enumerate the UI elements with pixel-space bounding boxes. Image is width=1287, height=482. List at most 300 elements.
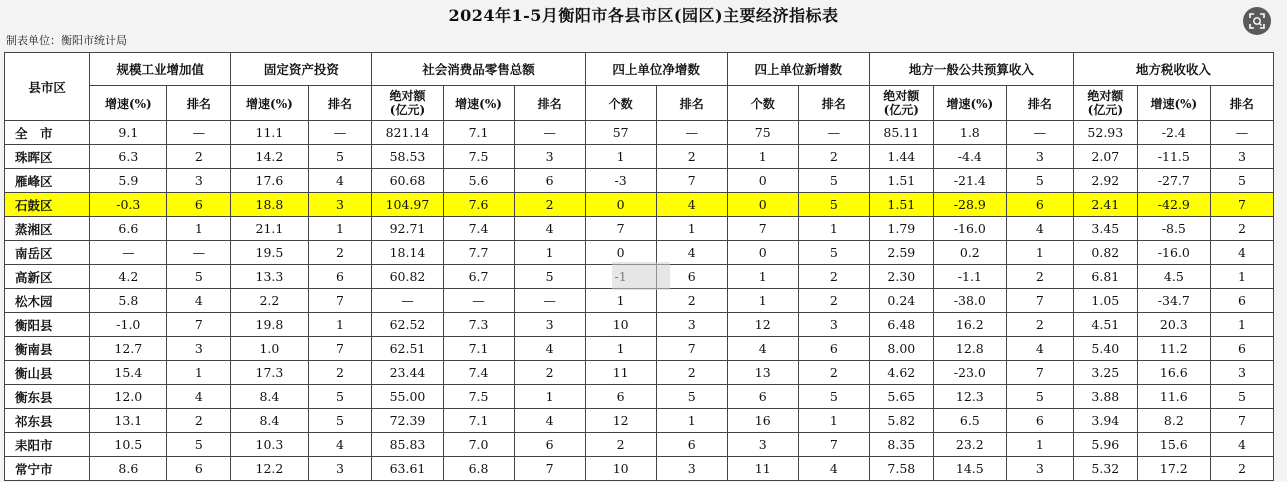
header-sub: 排名 xyxy=(798,86,869,121)
table-cell: 18.14 xyxy=(372,241,443,265)
table-cell: -23.0 xyxy=(933,361,1006,385)
table-cell: 19.8 xyxy=(231,313,308,337)
table-row xyxy=(5,361,1274,385)
region-name: 常宁市 xyxy=(5,457,90,481)
table-cell: 2 xyxy=(308,361,372,385)
table-row xyxy=(5,121,1274,145)
table-row xyxy=(5,337,1274,361)
table-cell: 1 xyxy=(727,145,798,169)
table-cell: 85.11 xyxy=(869,121,933,145)
region-name: 雁峰区 xyxy=(5,169,90,193)
table-cell: 5 xyxy=(1210,169,1273,193)
header-sub: 增速(%) xyxy=(231,86,308,121)
table-cell: 7.4 xyxy=(443,361,514,385)
table-cell: 2.41 xyxy=(1073,193,1137,217)
table-cell: 5 xyxy=(1006,385,1073,409)
table-cell: 2 xyxy=(308,241,372,265)
table-cell: 6 xyxy=(656,265,727,289)
table-row xyxy=(5,313,1274,337)
table-cell: 7.1 xyxy=(443,121,514,145)
header-sub-row xyxy=(5,86,1274,121)
table-cell: 2 xyxy=(167,145,231,169)
table-cell: 10 xyxy=(585,457,656,481)
unit-label: 制表单位：衡阳市统计局 xyxy=(6,34,127,47)
table-cell: 4 xyxy=(514,337,585,361)
table-cell: 3.25 xyxy=(1073,361,1137,385)
table-cell: 4 xyxy=(514,409,585,433)
table-cell: 5 xyxy=(798,193,869,217)
table-cell: 3 xyxy=(798,313,869,337)
table-cell: — xyxy=(90,241,167,265)
table-cell: 4.2 xyxy=(90,265,167,289)
table-cell: 3 xyxy=(514,313,585,337)
table-cell: 2 xyxy=(1006,313,1073,337)
table-cell: 5 xyxy=(308,145,372,169)
table-cell: 4 xyxy=(1006,217,1073,241)
table-cell: 19.5 xyxy=(231,241,308,265)
table-cell: 5.82 xyxy=(869,409,933,433)
header-group: 四上单位新增数 xyxy=(727,53,869,86)
table-cell: 60.68 xyxy=(372,169,443,193)
table-cell: 0 xyxy=(585,193,656,217)
table-cell: — xyxy=(514,121,585,145)
table-cell: 92.71 xyxy=(372,217,443,241)
table-cell: 1 xyxy=(727,265,798,289)
region-name: 祁东县 xyxy=(5,409,90,433)
table-row xyxy=(5,145,1274,169)
table-cell: 11.6 xyxy=(1137,385,1210,409)
table-cell: 6 xyxy=(167,193,231,217)
table-cell: 0.2 xyxy=(933,241,1006,265)
table-cell: 4.5 xyxy=(1137,265,1210,289)
region-name: 石鼓区 xyxy=(5,193,90,217)
zoom-icon xyxy=(1249,13,1265,29)
region-name: 全 市 xyxy=(5,121,90,145)
table-cell: 5 xyxy=(1006,169,1073,193)
table-cell: 1.79 xyxy=(869,217,933,241)
table-cell: 1 xyxy=(585,145,656,169)
table-cell: 2 xyxy=(656,289,727,313)
table-cell: 1 xyxy=(167,361,231,385)
header-group: 四上单位净增数 xyxy=(585,53,727,86)
table-cell: 1.51 xyxy=(869,193,933,217)
table-cell: 8.4 xyxy=(231,409,308,433)
table-cell: 7 xyxy=(727,217,798,241)
table-cell: 5.9 xyxy=(90,169,167,193)
header-sub: 增速(%) xyxy=(1137,86,1210,121)
table-cell: 2 xyxy=(167,409,231,433)
table-cell: 5 xyxy=(798,385,869,409)
table-cell: 21.1 xyxy=(231,217,308,241)
table-cell: 0 xyxy=(727,241,798,265)
header-sub: 排名 xyxy=(167,86,231,121)
table-cell: 0.24 xyxy=(869,289,933,313)
table-cell: 1 xyxy=(1006,241,1073,265)
table-cell: 4 xyxy=(656,241,727,265)
table-cell: 6 xyxy=(1210,337,1273,361)
table-row xyxy=(5,433,1274,457)
table-cell: 2 xyxy=(798,145,869,169)
table-cell: 5.96 xyxy=(1073,433,1137,457)
table-cell: 2.2 xyxy=(231,289,308,313)
header-sub: 排名 xyxy=(308,86,372,121)
table-cell: 7.5 xyxy=(443,385,514,409)
table-cell: 8.35 xyxy=(869,433,933,457)
table-cell: — xyxy=(798,121,869,145)
table-cell: 1.0 xyxy=(231,337,308,361)
table-cell: 6 xyxy=(514,433,585,457)
header-sub: 排名 xyxy=(1210,86,1273,121)
table-cell: 2.07 xyxy=(1073,145,1137,169)
table-cell: 1 xyxy=(585,337,656,361)
header-region: 县市区 xyxy=(5,53,90,121)
region-name: 高新区 xyxy=(5,265,90,289)
region-name: 珠晖区 xyxy=(5,145,90,169)
table-cell: 4 xyxy=(798,457,869,481)
table-row xyxy=(5,289,1274,313)
table-cell: 5.65 xyxy=(869,385,933,409)
table-cell: 7.7 xyxy=(443,241,514,265)
table-cell: 6.7 xyxy=(443,265,514,289)
table-cell: 6 xyxy=(1006,193,1073,217)
table-cell: 2.30 xyxy=(869,265,933,289)
table-cell: 8.00 xyxy=(869,337,933,361)
table-cell: 0.82 xyxy=(1073,241,1137,265)
table-cell: 12.8 xyxy=(933,337,1006,361)
table-cell: 6.5 xyxy=(933,409,1006,433)
table-cell: 2 xyxy=(798,361,869,385)
table-body xyxy=(5,121,1274,481)
table-cell: 1 xyxy=(727,289,798,313)
table-cell: 7.5 xyxy=(443,145,514,169)
table-cell: 7 xyxy=(798,433,869,457)
table-row xyxy=(5,193,1274,217)
table-cell: 3 xyxy=(308,193,372,217)
table-cell: 85.83 xyxy=(372,433,443,457)
table-cell: 7.1 xyxy=(443,409,514,433)
header-group-row xyxy=(5,53,1274,86)
table-cell: 8.4 xyxy=(231,385,308,409)
header-sub: 排名 xyxy=(514,86,585,121)
table-header xyxy=(5,53,1274,121)
table-cell: 55.00 xyxy=(372,385,443,409)
region-name: 衡南县 xyxy=(5,337,90,361)
table-cell: 6 xyxy=(656,433,727,457)
table-cell: 1.44 xyxy=(869,145,933,169)
table-cell: 7.0 xyxy=(443,433,514,457)
table-cell: 10.3 xyxy=(231,433,308,457)
table-cell: 4 xyxy=(656,193,727,217)
table-cell: 6.48 xyxy=(869,313,933,337)
table-cell: 57 xyxy=(585,121,656,145)
table-cell: 7.3 xyxy=(443,313,514,337)
table-cell: 6.3 xyxy=(90,145,167,169)
header-sub: 个数 xyxy=(585,86,656,121)
table-cell: 75 xyxy=(727,121,798,145)
table-cell: — xyxy=(514,289,585,313)
table-cell: 17.6 xyxy=(231,169,308,193)
region-name: 松木园 xyxy=(5,289,90,313)
header-group: 地方一般公共预算收入 xyxy=(869,53,1073,86)
table-cell: — xyxy=(308,121,372,145)
table-cell: 6 xyxy=(798,337,869,361)
table-cell: 60.82 xyxy=(372,265,443,289)
table-cell: 7 xyxy=(656,337,727,361)
table-cell: 6 xyxy=(585,385,656,409)
table-cell: 16.2 xyxy=(933,313,1006,337)
table-cell: -16.0 xyxy=(933,217,1006,241)
table-cell: 4.62 xyxy=(869,361,933,385)
table-cell: -4.4 xyxy=(933,145,1006,169)
table-cell: 3.88 xyxy=(1073,385,1137,409)
table-cell: 1 xyxy=(308,313,372,337)
region-name: 耒阳市 xyxy=(5,433,90,457)
header-group: 规模工业增加值 xyxy=(90,53,231,86)
table-cell: -16.0 xyxy=(1137,241,1210,265)
table-cell: 5 xyxy=(308,385,372,409)
table-cell: 5 xyxy=(167,433,231,457)
table-cell: -27.7 xyxy=(1137,169,1210,193)
header-sub: 排名 xyxy=(1006,86,1073,121)
table-row xyxy=(5,169,1274,193)
table-cell: 3.94 xyxy=(1073,409,1137,433)
table-cell: 0 xyxy=(727,193,798,217)
table-cell: 4 xyxy=(514,217,585,241)
table-cell: 7 xyxy=(1210,409,1273,433)
table-cell: 6.81 xyxy=(1073,265,1137,289)
table-cell: 8.2 xyxy=(1137,409,1210,433)
region-name: 南岳区 xyxy=(5,241,90,265)
table-cell: 1 xyxy=(167,217,231,241)
page-title: 2024年1-5月衡阳市各县市区(园区)主要经济指标表 xyxy=(448,6,839,25)
table-cell: 2 xyxy=(1006,265,1073,289)
table-cell: 1.51 xyxy=(869,169,933,193)
table-cell: 4 xyxy=(308,433,372,457)
table-cell: 20.3 xyxy=(1137,313,1210,337)
table-cell: 12.2 xyxy=(231,457,308,481)
table-cell: -3 xyxy=(585,169,656,193)
table-cell: — xyxy=(1210,121,1273,145)
table-cell: 9.1 xyxy=(90,121,167,145)
table-cell: 62.52 xyxy=(372,313,443,337)
table-cell: 6 xyxy=(1210,289,1273,313)
table-cell: 4 xyxy=(727,337,798,361)
table-cell: 2 xyxy=(656,361,727,385)
table-cell: 13 xyxy=(727,361,798,385)
table-cell: 5 xyxy=(656,385,727,409)
table-cell: 11.1 xyxy=(231,121,308,145)
table-cell: 12.7 xyxy=(90,337,167,361)
table-cell: 12 xyxy=(727,313,798,337)
header-group: 地方税收收入 xyxy=(1073,53,1273,86)
table-cell: 4 xyxy=(167,385,231,409)
table-cell: 821.14 xyxy=(372,121,443,145)
table-cell: 7 xyxy=(1210,193,1273,217)
table-cell: 15.4 xyxy=(90,361,167,385)
table-cell: — xyxy=(167,121,231,145)
table-cell: 13.3 xyxy=(231,265,308,289)
table-cell: 2 xyxy=(1210,217,1273,241)
table-cell: 62.51 xyxy=(372,337,443,361)
table-cell: 3 xyxy=(727,433,798,457)
table-cell: 5 xyxy=(514,265,585,289)
table-cell: 4 xyxy=(1006,337,1073,361)
table-row xyxy=(5,385,1274,409)
table-cell: 14.5 xyxy=(933,457,1006,481)
table-cell: 5.6 xyxy=(443,169,514,193)
table-cell: 23.2 xyxy=(933,433,1006,457)
table-cell: 5.32 xyxy=(1073,457,1137,481)
table-cell: 7 xyxy=(1006,361,1073,385)
header-sub: 排名 xyxy=(656,86,727,121)
table-cell: 5 xyxy=(308,409,372,433)
table-cell: 5.8 xyxy=(90,289,167,313)
header-sub: 增速(%) xyxy=(90,86,167,121)
table-cell: 10 xyxy=(585,313,656,337)
table-cell: 1 xyxy=(514,241,585,265)
table-cell: 3 xyxy=(1006,145,1073,169)
table-cell: 4.51 xyxy=(1073,313,1137,337)
table-cell: 2 xyxy=(1210,457,1273,481)
table-cell: 1 xyxy=(656,217,727,241)
table-cell: 16.6 xyxy=(1137,361,1210,385)
table-cell: — xyxy=(656,121,727,145)
table-cell: 6 xyxy=(167,457,231,481)
table-cell: 4 xyxy=(308,169,372,193)
table-cell: 16 xyxy=(727,409,798,433)
table-cell: 13.1 xyxy=(90,409,167,433)
table-cell: 2 xyxy=(514,193,585,217)
table-cell: 7.58 xyxy=(869,457,933,481)
table-cell: 2 xyxy=(514,361,585,385)
table-cell: 7 xyxy=(308,289,372,313)
table-cell: 5 xyxy=(798,169,869,193)
region-name: 衡东县 xyxy=(5,385,90,409)
table-cell: 5.40 xyxy=(1073,337,1137,361)
table-cell: 11.2 xyxy=(1137,337,1210,361)
table-cell: 11 xyxy=(585,361,656,385)
image-smudge xyxy=(612,262,670,290)
table-cell: 12.3 xyxy=(933,385,1006,409)
table-cell: 17.2 xyxy=(1137,457,1210,481)
table-cell: -11.5 xyxy=(1137,145,1210,169)
table-cell: 58.53 xyxy=(372,145,443,169)
table-cell: -0.3 xyxy=(90,193,167,217)
table-cell: 6 xyxy=(308,265,372,289)
table-cell: -21.4 xyxy=(933,169,1006,193)
table-cell: 3 xyxy=(308,457,372,481)
table-cell: -34.7 xyxy=(1137,289,1210,313)
header-group: 固定资产投资 xyxy=(231,53,372,86)
table-cell: 4 xyxy=(167,289,231,313)
table-cell: 5 xyxy=(1210,385,1273,409)
table-cell: 6.8 xyxy=(443,457,514,481)
table-cell: 7 xyxy=(514,457,585,481)
table-cell: 3 xyxy=(1006,457,1073,481)
table-cell: 7 xyxy=(656,169,727,193)
table-cell: 7.1 xyxy=(443,337,514,361)
table-cell: 104.97 xyxy=(372,193,443,217)
table-cell: 2 xyxy=(656,145,727,169)
table-cell: 5 xyxy=(798,241,869,265)
table-cell: 3 xyxy=(514,145,585,169)
table-cell: 1 xyxy=(1210,313,1273,337)
table-cell: 7 xyxy=(1006,289,1073,313)
table-cell: -28.9 xyxy=(933,193,1006,217)
table-cell: — xyxy=(167,241,231,265)
table-cell: 3 xyxy=(167,337,231,361)
table-cell: 5 xyxy=(167,265,231,289)
table-cell: 3 xyxy=(167,169,231,193)
table-row xyxy=(5,217,1274,241)
table-cell: 2 xyxy=(798,289,869,313)
header-sub: 绝对额 (亿元) xyxy=(1073,86,1137,121)
table-cell: 52.93 xyxy=(1073,121,1137,145)
table-cell: 3 xyxy=(656,313,727,337)
table-cell: 23.44 xyxy=(372,361,443,385)
table-cell: 1.05 xyxy=(1073,289,1137,313)
table-cell: 17.3 xyxy=(231,361,308,385)
table-cell: 1 xyxy=(514,385,585,409)
header-sub: 绝对额 (亿元) xyxy=(869,86,933,121)
table-cell: -38.0 xyxy=(933,289,1006,313)
table-cell: 3.45 xyxy=(1073,217,1137,241)
table-cell: 6 xyxy=(727,385,798,409)
table-cell: -2.4 xyxy=(1137,121,1210,145)
header-group: 社会消费品零售总额 xyxy=(372,53,585,86)
region-name: 蒸湘区 xyxy=(5,217,90,241)
table-cell: — xyxy=(372,289,443,313)
table-cell: 6.6 xyxy=(90,217,167,241)
table-cell: 1 xyxy=(308,217,372,241)
region-name: 衡阳县 xyxy=(5,313,90,337)
table-cell: 6 xyxy=(514,169,585,193)
table-cell: 12 xyxy=(585,409,656,433)
table-cell: 3 xyxy=(1210,145,1273,169)
table-cell: -1.1 xyxy=(933,265,1006,289)
table-cell: 1 xyxy=(585,289,656,313)
table-cell: 11 xyxy=(727,457,798,481)
table-cell: 7.6 xyxy=(443,193,514,217)
table-cell: 2.92 xyxy=(1073,169,1137,193)
table-cell: -1.0 xyxy=(90,313,167,337)
header-sub: 绝对额 (亿元) xyxy=(372,86,443,121)
table-cell: 63.61 xyxy=(372,457,443,481)
table-cell: 3 xyxy=(1210,361,1273,385)
table-cell: 2 xyxy=(585,433,656,457)
table-cell: 10.5 xyxy=(90,433,167,457)
zoom-button[interactable] xyxy=(1243,7,1271,35)
table-cell: 6 xyxy=(1006,409,1073,433)
table-cell: — xyxy=(1006,121,1073,145)
table-cell: 12.0 xyxy=(90,385,167,409)
table-cell: 7 xyxy=(308,337,372,361)
region-name: 衡山县 xyxy=(5,361,90,385)
header-sub: 个数 xyxy=(727,86,798,121)
table-cell: -8.5 xyxy=(1137,217,1210,241)
table-cell: 8.6 xyxy=(90,457,167,481)
table-cell: 1 xyxy=(1006,433,1073,457)
header-sub: 增速(%) xyxy=(443,86,514,121)
table-cell: 1 xyxy=(798,217,869,241)
table-cell: 2 xyxy=(798,265,869,289)
table-cell: 1 xyxy=(656,409,727,433)
table-cell: 15.6 xyxy=(1137,433,1210,457)
table-cell: 0 xyxy=(727,169,798,193)
table-cell: 7 xyxy=(585,217,656,241)
table-cell: 1 xyxy=(1210,265,1273,289)
table-row xyxy=(5,241,1274,265)
